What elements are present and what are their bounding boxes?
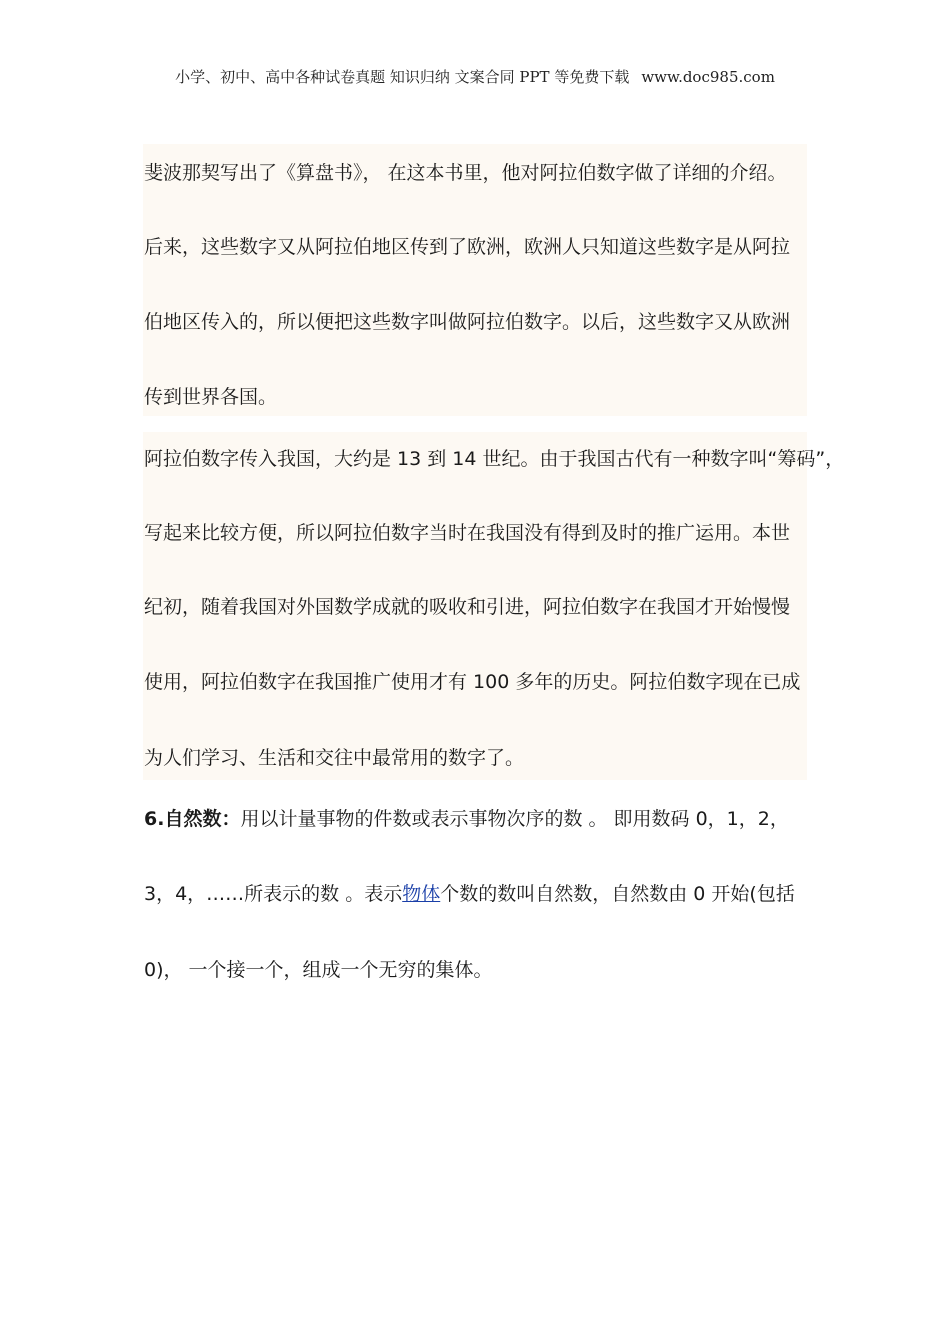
paragraph-line: 写起来比较方便，所以阿拉伯数字当时在我国没有得到及时的推广运用。本世 — [144, 522, 791, 544]
definition-text: 用以计量事物的件数或表示事物次序的数 。 即用数码 0，1，2， — [240, 808, 789, 830]
paragraph-line: 阿拉伯数字传入我国，大约是 13 到 14 世纪。由于我国古代有一种数字叫“筹码”， — [144, 448, 845, 470]
paragraph-line: 斐波那契写出了《算盘书》， 在这本书里，他对阿拉伯数字做了详细的介绍。 — [144, 162, 787, 184]
paragraph-line: 后来，这些数字又从阿拉伯地区传到了欧洲，欧洲人只知道这些数字是从阿拉 — [144, 236, 791, 258]
page-header — [0, 66, 950, 87]
paragraph-line: 传到世界各国。 — [144, 386, 278, 408]
wuti-link[interactable]: 物体 — [402, 883, 441, 905]
paragraph-line: 纪初，随着我国对外国数学成就的吸收和引进，阿拉伯数字在我国才开始慢慢 — [144, 596, 791, 618]
paragraph-line: 伯地区传入的，所以便把这些数字叫做阿拉伯数字。以后，这些数字又从欧洲 — [144, 311, 791, 333]
definition-text: 3，4，……所表示的数 。表示 — [144, 883, 403, 905]
definition-text: 个数的数叫自然数，自然数由 0 开始(包括 — [440, 883, 795, 905]
header-site: www.doc985.com — [641, 68, 775, 86]
header-text: 小学、初中、高中各种试卷真题 知识归纳 文案合同 PPT 等免费下载 — [175, 68, 630, 86]
definition-line: 0)， 一个接一个，组成一个无穷的集体。 — [144, 959, 493, 981]
paragraph-line: 使用，阿拉伯数字在我国推广使用才有 100 多年的历史。阿拉伯数字现在已成 — [144, 671, 801, 693]
paragraph-line: 为人们学习、生活和交往中最常用的数字了。 — [144, 747, 525, 769]
definition-term: 6.自然数： — [144, 808, 241, 830]
definition-line — [144, 807, 789, 831]
definition-line — [144, 882, 795, 906]
